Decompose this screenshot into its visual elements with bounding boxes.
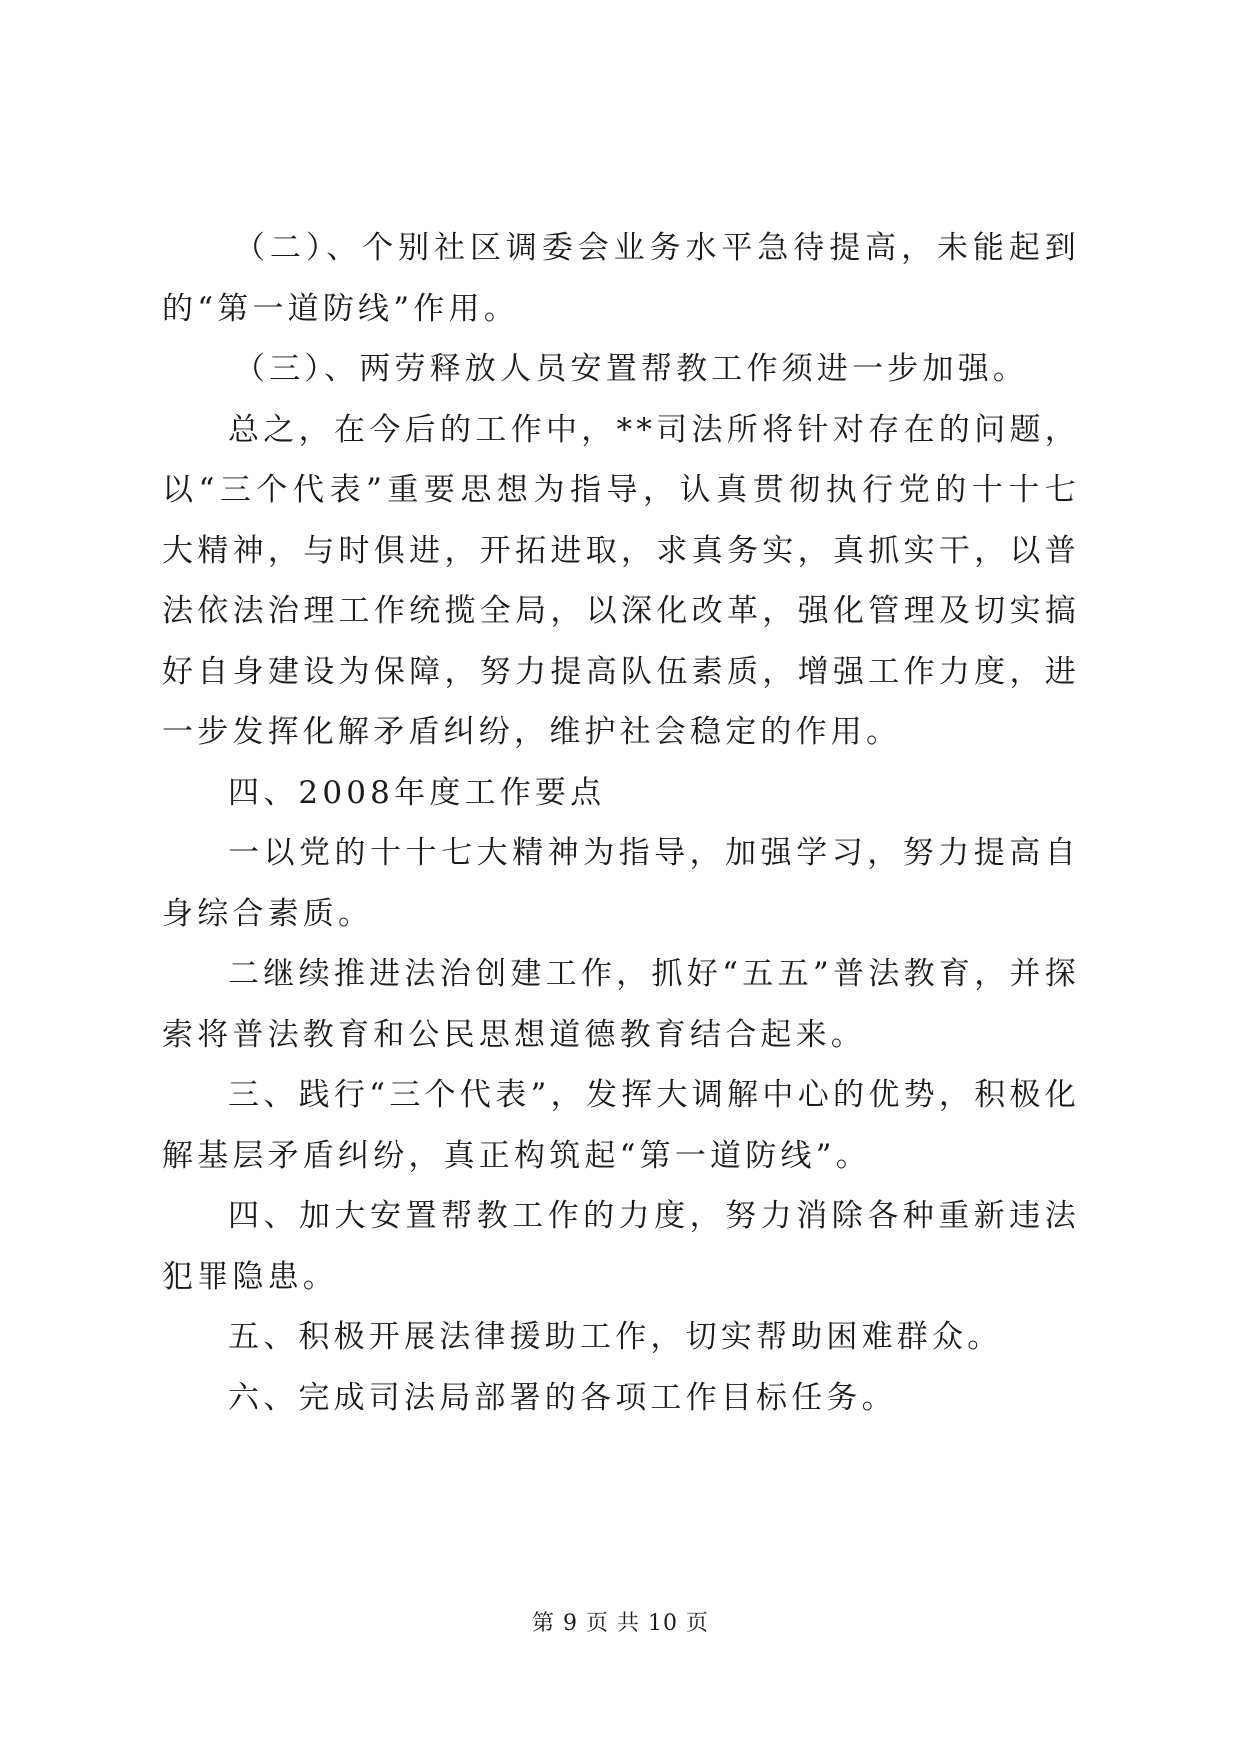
page-number-footer: 第 9 页 共 10 页 (532, 1611, 709, 1636)
paragraph-issue-3: （三）、两劳释放人员安置帮教工作须进一步加强。 (234, 351, 1029, 387)
key-point-3: 三、践行“三个代表”，发挥大调解中心的优势，积极化解基层矛盾纠纷，真正构筑起“第一道防线”。 (162, 1077, 1080, 1174)
section-heading-2008-key-points: 四、2008年度工作要点 (228, 774, 606, 811)
key-point-6: 六、完成司法局部署的各项工作目标任务。 (228, 1379, 897, 1416)
document-body (162, 218, 1080, 1428)
paragraph-issue-2: （二）、个别社区调委会业务水平急待提高，未能起到的“第一道防线”作用。 (162, 230, 1080, 327)
key-point-4: 四、加大安置帮教工作的力度，努力消除各种重新违法犯罪隐患。 (162, 1198, 1080, 1295)
paragraph-summary: 总之，在今后的工作中，**司法所将针对存在的问题，以“三个代表”重要思想为指导，认真贯彻执行党的十十七大精神，与时俱进，开拓进取，求真务实，真抓实干，以普法依法治理工作统揽全局，以深化改革，强化管理及切实搞好自身建设为保障，努力提高队伍素质，增强工作力度，进一步发挥化解矛盾纠纷，维护社会稳定的作用。 (162, 411, 1080, 750)
key-point-5: 五、积极开展法律援助工作，切实帮助困难群众。 (228, 1319, 1003, 1355)
key-point-2: 二继续推进法治创建工作，抓好“五五”普法教育，并探索将普法教育和公民思想道德教育结合起来。 (162, 956, 1080, 1053)
key-point-1: 一以党的十十七大精神为指导，加强学习，努力提高自身综合素质。 (162, 835, 1080, 932)
